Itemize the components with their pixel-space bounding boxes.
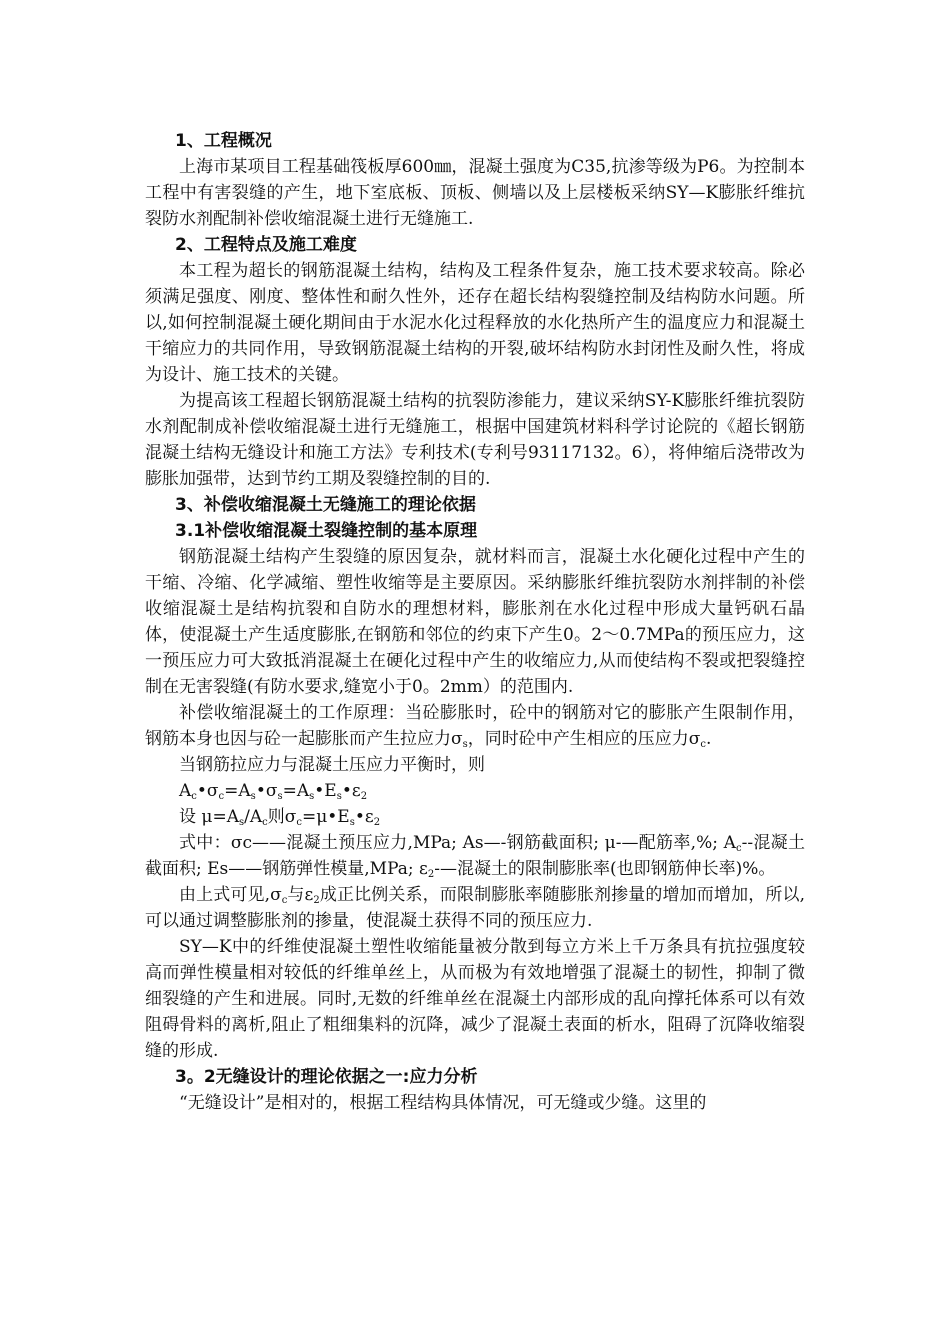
subscript: s xyxy=(250,791,256,802)
subscript: c xyxy=(281,895,288,906)
subscript: s xyxy=(349,817,355,828)
paragraph-proposal: 为提高该工程超长钢筋混凝土结构的抗裂防渗能力，建议采纳SY-K膨胀纤维抗裂防水剂配制成补偿收缩混凝土进行无缝施工，根据中国建筑材料科学讨论院的《超长钢筋混凝土结构无缝设计和施工方法》专利技术(专利号93117132。6），将伸缩后浇带改为膨胀加强带，达到节约工期及裂缝控制的目的. xyxy=(145,391,805,489)
equation-text: •ε xyxy=(354,807,374,827)
subscript: c xyxy=(218,791,225,802)
paragraph-text: 补偿收缩混凝土的工作原理：当砼膨胀时，砼中的钢筋对它的膨胀产生限制作用，钢筋本身也因与砼一起膨胀而产生拉应力σ xyxy=(145,703,805,749)
section-heading-3: 3、补偿收缩混凝土无缝施工的理论依据 xyxy=(175,495,476,515)
subscript: s xyxy=(336,791,342,802)
subscript: 2 xyxy=(427,869,435,880)
subscript: c xyxy=(191,791,197,802)
subscript: c xyxy=(262,817,268,828)
paragraph-text: . xyxy=(705,729,712,749)
equation-text: •ε xyxy=(341,781,361,801)
paragraph-balance: 当钢筋拉应力与混凝土压应力平衡时，则 xyxy=(179,755,485,775)
section-heading-2: 2、工程特点及施工难度 xyxy=(175,235,357,255)
equation-1 xyxy=(145,778,805,804)
subscript: c xyxy=(296,817,302,828)
paragraph-fiber-effect: SY—K中的纤维使混凝土塑性收缩能量被分散到每立方米上千万条具有抗拉强度较高而弹性模量相对较低的纤维单丝上，从而极为有效地增强了混凝土的韧性，抑制了微细裂缝的产生和进展。同时,无数的纤维单丝在混凝土内部形成的乱向撑托体系可以有效阻碍骨料的离析,阻止了粗细集料的沉降，减少了混凝土表面的析水，阻碍了沉降收缩裂缝的形成. xyxy=(145,937,805,1061)
subscript: 2 xyxy=(360,791,368,802)
paragraph-text: --混凝土截面积; Es——钢筋弹性模量,MPa; ε xyxy=(145,833,805,879)
paragraph-seamless-design: “无缝设计”是相对的，根据工程结构具体情况，可无缝或少缝。这里的 xyxy=(179,1093,707,1113)
subscript: s xyxy=(462,739,468,750)
subscript: s xyxy=(309,791,315,802)
subscript: c xyxy=(700,739,706,750)
equation-2 xyxy=(145,804,805,830)
equation-text: 则σ xyxy=(267,807,297,827)
subscript: s xyxy=(238,817,245,828)
subscript: 2 xyxy=(373,817,381,828)
paragraph-project-overview: 上海市某项目工程基础筏板厚600㎜，混凝土强度为C35,抗渗等级为P6。为控制本工程中有害裂缝的产生，地下室底板、顶板、侧墙以及上层楼板采纳SY—K膨胀纤维抗裂防水剂配制补偿收缩混凝土进行无缝施工. xyxy=(145,157,805,229)
equation-text: =A xyxy=(224,781,251,801)
equation-text: A xyxy=(179,781,192,801)
paragraph-text: 与ε xyxy=(287,885,314,905)
paragraph-text: 成正比例关系，而限制膨胀率随膨胀剂掺量的增加而增加，所以,可以通过调整膨胀剂的掺量，使混凝土获得不同的预压应力. xyxy=(145,885,806,931)
subsection-heading-3-1: 3.1补偿收缩混凝土裂缝控制的基本原理 xyxy=(175,521,478,541)
section-heading-1: 1、工程概况 xyxy=(175,131,272,151)
paragraph-proportional xyxy=(145,882,805,934)
paragraph-project-features: 本工程为超长的钢筋混凝土结构，结构及工程条件复杂，施工技术要求较高。除必须满足强度、刚度、整体性和耐久性外，还存在超长结构裂缝控制及结构防水问题。所以,如何控制混凝土硬化期间由于水泥水化过程释放的水化热所产生的温度应力和混凝土干缩应力的共同作用，导致钢筋混凝土结构的开裂,破坏结构防水封闭性及耐久性，将成为设计、施工技术的关键。 xyxy=(145,261,805,385)
subscript: c xyxy=(735,843,742,854)
paragraph-working-principle xyxy=(145,700,805,752)
document-body xyxy=(145,128,805,1116)
equation-text: •E xyxy=(314,781,337,801)
equation-text: 设 μ=A xyxy=(179,807,239,827)
subscript: 2 xyxy=(313,895,320,906)
equation-text: /A xyxy=(244,807,263,827)
equation-text: •σ xyxy=(196,781,219,801)
paragraph-text: ，同时砼中产生相应的压应力σ xyxy=(467,729,701,749)
equation-text: =A xyxy=(282,781,310,801)
paragraph-symbol-definitions xyxy=(145,830,805,882)
subsection-heading-3-2: 3。2无缝设计的理论依据之一:应力分析 xyxy=(175,1067,478,1087)
subscript: s xyxy=(277,791,283,802)
paragraph-crack-principle: 钢筋混凝土结构产生裂缝的原因复杂，就材料而言，混凝土水化硬化过程中产生的干缩、冷缩、化学减缩、塑性收缩等是主要原因。采纳膨胀纤维抗裂防水剂拌制的补偿收缩混凝土是结构抗裂和自防水的理想材料，膨胀剂在水化过程中形成大量钙矾石晶体，使混凝土产生适度膨胀,在钢筋和邻位的约束下产生0。2～0.7MPa的预压应力，这一预压应力可大致抵消混凝土在硬化过程中产生的收缩应力,从而使结构不裂或把裂缝控制在无害裂缝(有防水要求,缝宽小于0。2mm）的范围内. xyxy=(145,547,805,697)
paragraph-text: -—混凝土的限制膨胀率(也即钢筋伸长率)%。 xyxy=(434,859,776,879)
paragraph-text: 式中：σc——混凝土预压应力,MPa; As—-钢筋截面积; μ-—配筋率,%; A xyxy=(179,833,736,853)
paragraph-text: 由上式可见,σ xyxy=(179,885,282,905)
equation-text: =μ•E xyxy=(301,807,350,827)
equation-text: •σ xyxy=(255,781,278,801)
